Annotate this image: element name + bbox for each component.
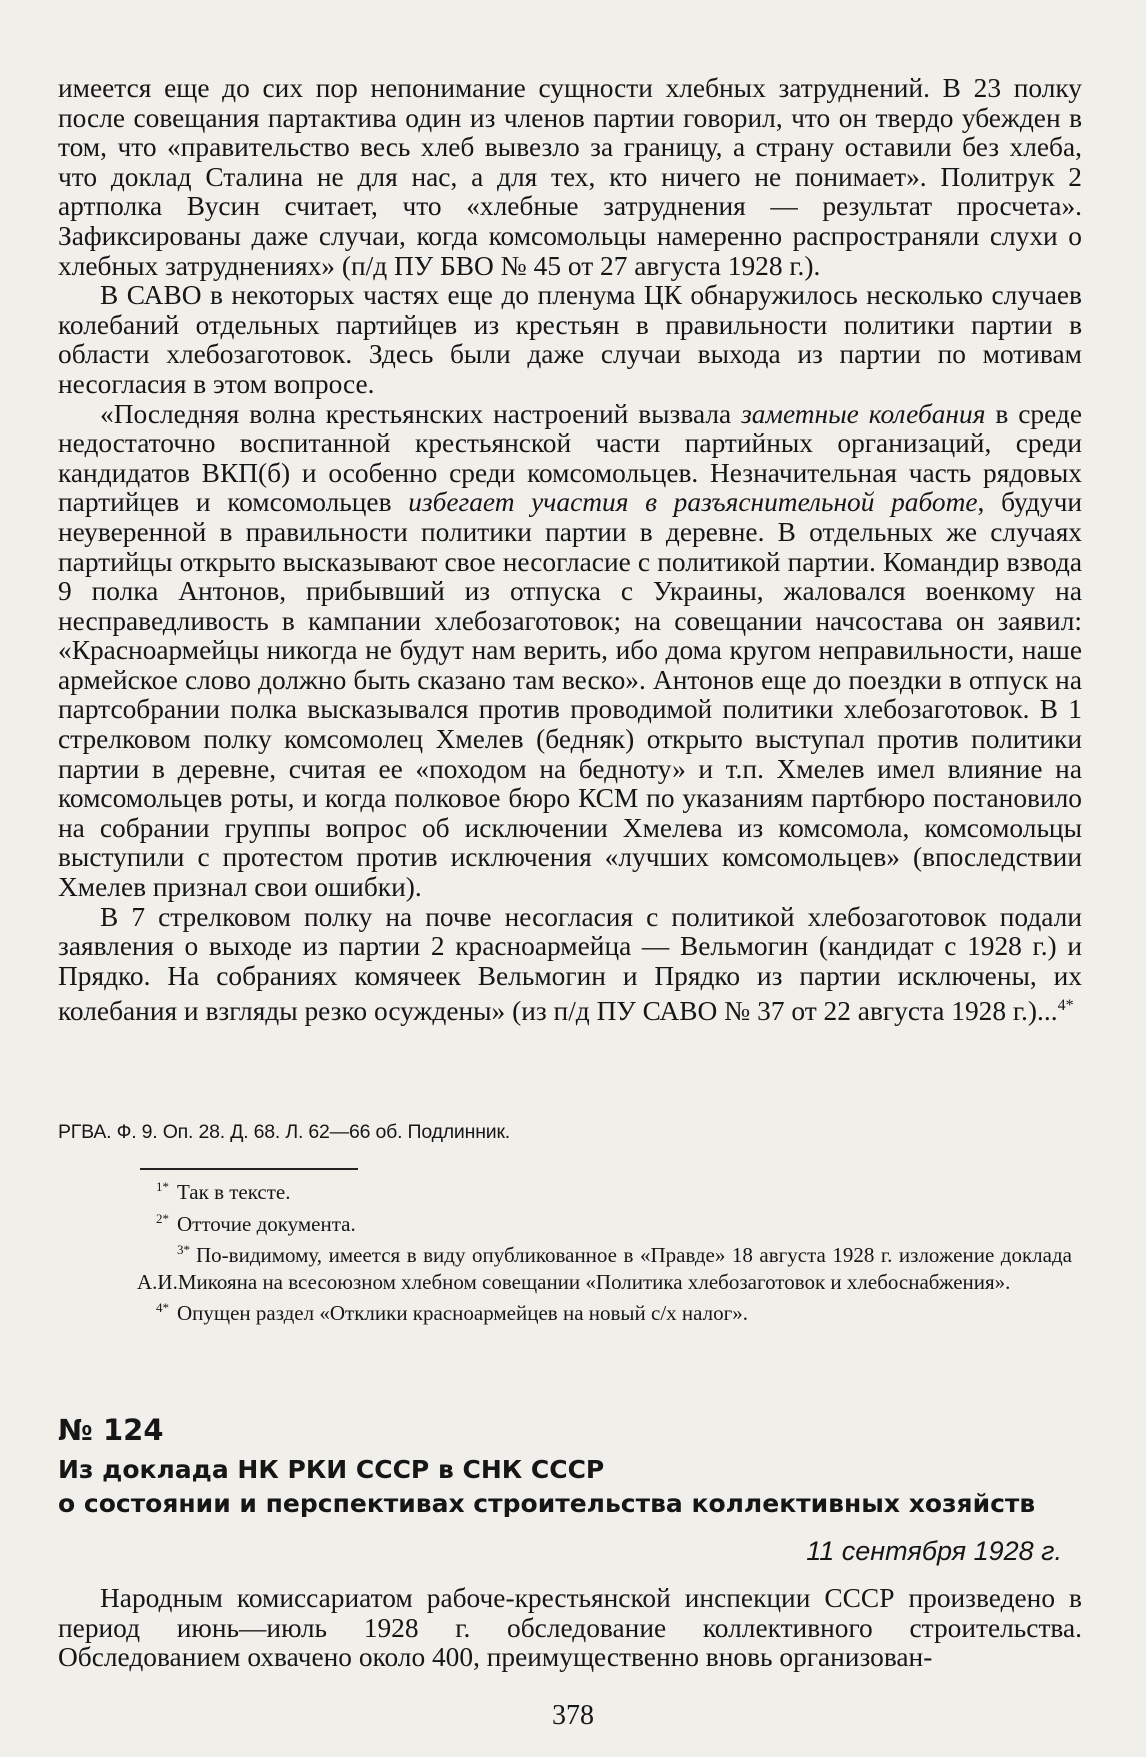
footnote-number: 3* xyxy=(177,1242,190,1258)
document-title xyxy=(58,1453,1088,1521)
footnote-number: 1* xyxy=(156,1179,169,1194)
footnote xyxy=(137,1174,1072,1206)
footnote-divider xyxy=(140,1168,358,1170)
title-line: Из доклада НК РКИ СССР в СНК СССР xyxy=(58,1455,605,1484)
footnote-number: 4* xyxy=(156,1300,169,1316)
footnote xyxy=(137,1295,1072,1327)
footnote-ref: 4* xyxy=(1057,997,1074,1015)
italic-run: заметные колебания xyxy=(741,398,986,429)
paragraph-1: имеется еще до сих пор непонимание сущности хлебных затруднений. В 23 полку после совещания партактива один из членов партии говорил, что он твердо убежден в том, что «правительство весь хлеб вывезло за границу, а страну оставили без хлеба, что доклад Сталина не для нас, а для тех, кто ничего не понимает». Политрук 2 артполка Вусин считает, что «хлебные затруднения — результат просчета». Зафиксированы даже случаи, когда комсомольцы намеренно распространяли слухи о хлебных затруднениях» (п/д ПУ БВО № 45 от 27 августа 1928 г.). xyxy=(58,73,1082,281)
footnote-text: По-видимому, имеется в виду опубликованное в «Правде» 18 августа 1928 г. изложение доклада А.И.Микояна на всесоюзном хлебном совещании «Политика хлебозаготовок и хлебоснабжения». xyxy=(137,1243,1072,1294)
footnote xyxy=(137,1206,1072,1238)
title-line: о состоянии и перспективах строительства коллективных хозяйств xyxy=(58,1489,1036,1518)
text-run: «Последняя волна крестьянских настроений вызвала xyxy=(100,398,742,429)
intro-paragraph: Народным комиссариатом рабоче-крестьянской инспекции СССР произведено в период июнь—июль 1928 г. обследование коллективного строительства. Обследованием охвачено около 400, преимущественно вновь организован- xyxy=(58,1583,1082,1673)
footnote xyxy=(137,1237,1072,1295)
paragraph-2: В САВО в некоторых частях еще до пленума ЦК обнаружилось несколько случаев колебаний отдельных партийцев из крестьян в правильности политики партии в области хлебозаготовок. Здесь были даже случаи выхода из партии по мотивам несогласия в этом вопросе. xyxy=(58,280,1082,399)
text-run: в среде недостаточно воспитанной крестьянской части партийных организаций, среди кандидатов ВКП(б) и особенно среди комсомольцев. Незначительная часть рядовых партийцев и комсомольцев xyxy=(58,398,1082,518)
document-date: 11 сентября 1928 г. xyxy=(806,1536,1062,1566)
footnotes xyxy=(137,1174,1072,1327)
footnote-text: Так в тексте. xyxy=(177,1180,291,1204)
document-intro xyxy=(58,1584,1082,1673)
archive-source: РГВА. Ф. 9. Оп. 28. Д. 68. Л. 62—66 об. Подлинник. xyxy=(58,1121,511,1143)
paragraph-3 xyxy=(58,400,1082,903)
text-run: В 7 стрелковом полку на почве несогласия с политикой хлебозаготовок подали заявления о выходе из партии 2 красноармейца — Вельмогин (кандидат с 1928 г.) и Прядко. На собраниях комячеек Вельмогин и Прядко из партии исключены, их колебания и взгляды резко осуждены» (из п/д ПУ САВО № 37 от 22 августа 1928 г.)... xyxy=(58,901,1082,1027)
document-number: № 124 xyxy=(58,1413,164,1447)
text-run: , будучи неуверенной в правильности политики партии в деревне. В отдельных же случаях партийцы открыто высказывают свое несогласие с политикой партии. Командир взвода 9 полка Антонов, прибывший из отпуска с Украины, жаловался военкому на несправедливость в кампании хлебозаготовок; на совещании начсостава он заявил: «Красноармейцы никогда не будут нам верить, ибо дома кругом неправильности, наше армейское слово должно быть сказано там веско». Антонов еще до поездки в отпуск на партсобрании полка высказывался против проводимой политики хлебозаготовок. В 1 стрелковом полку комсомолец Хмелев (бедняк) открыто выступал против политики партии в деревне, считая ее «походом на бедноту» и т.п. Хмелев имел влияние на комсомольцев роты, и когда полковое бюро КСМ по указаниям партбюро постановило на собрании группы вопрос об исключении Хмелева из комсомола, комсомольцы выступили с протестом против исключения «лучших комсомольцев» (впоследствии Хмелев признал свои ошибки). xyxy=(58,487,1082,903)
paragraph-4 xyxy=(58,903,1082,1028)
footnote-number: 2* xyxy=(156,1210,169,1226)
italic-run: избегает участия в разъяснительной работе xyxy=(408,487,978,518)
footnote-text: Опущен раздел «Отклики красноармейцев на новый с/х налог». xyxy=(177,1301,749,1326)
body-text xyxy=(58,74,1082,1027)
page-number: 378 xyxy=(552,1700,594,1731)
footnote-text: Отточие документа. xyxy=(177,1211,356,1236)
